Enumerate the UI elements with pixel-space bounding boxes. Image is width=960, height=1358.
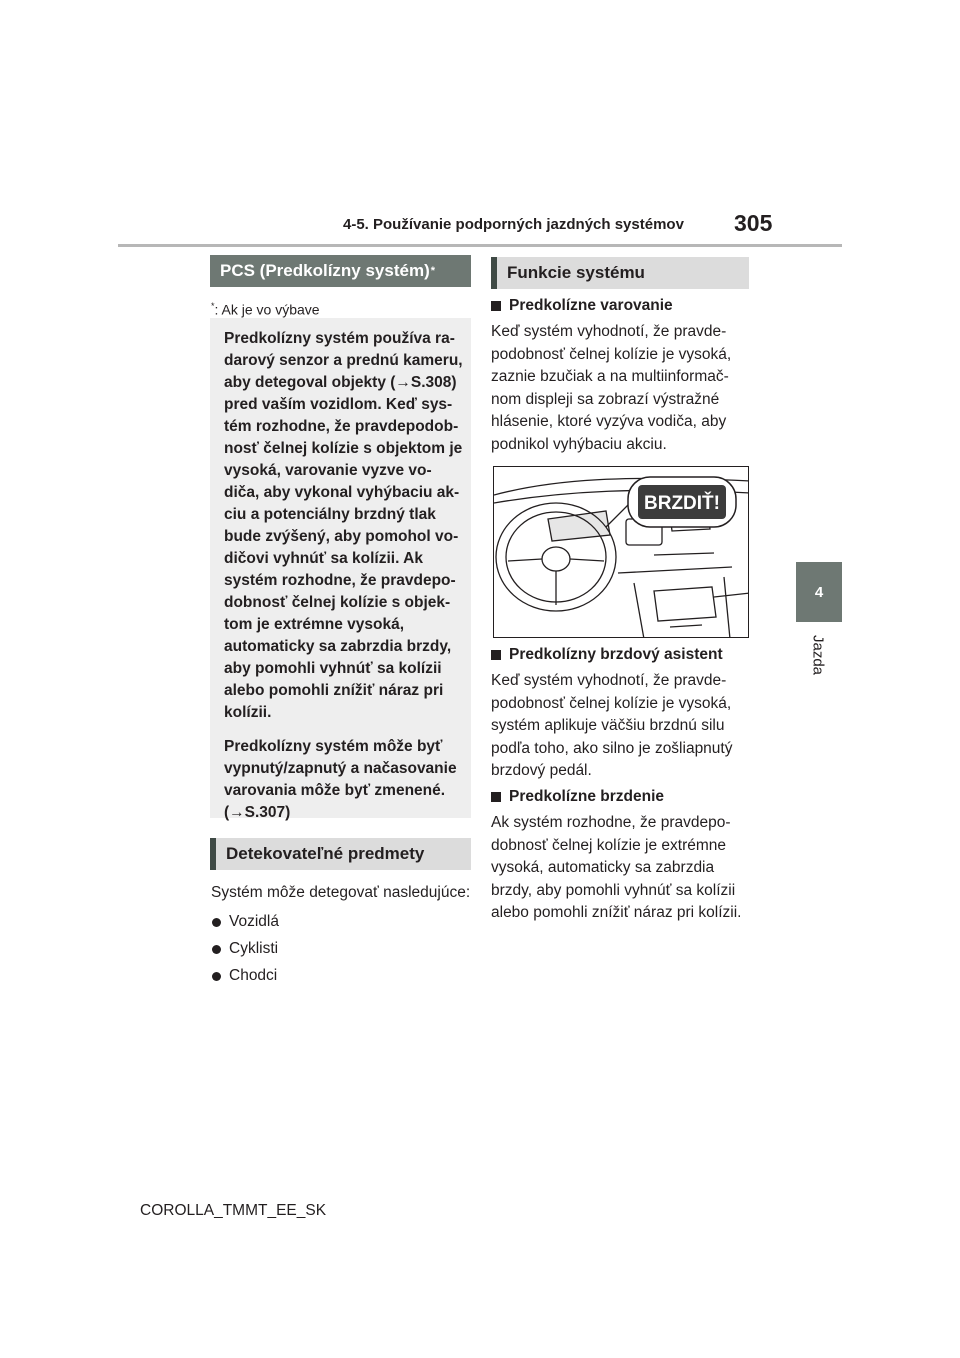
header-divider [118, 244, 842, 247]
intro-paragraph-2: Predkolízny systém môže byť vypnutý/zapnutý a načasovanie varovania môže byť zmenené. (→S.307) [224, 738, 457, 821]
braking-paragraph: Ak systém rozhodne, že pravdepo-dobnosť čelnej kolízie je extrémne vysoká, automaticky sa zabrzdia brzdy, aby pomohli vyhnúť sa kolízii alebo pomohli znížiť náraz pri kolízii. [491, 814, 742, 921]
braking-title: Predkolízne brzdenie [509, 788, 665, 805]
chapter-tab: 4 [796, 562, 842, 622]
list-item [212, 958, 279, 985]
assist-paragraph: Keď systém vyhodnotí, že pravde-podobnosť čelnej kolízie je vysoká, systém aplikuje väčšiu brzdnú silu podľa toho, ako silno je zošliapnutý brzdový pedál. [491, 672, 733, 779]
brake-warning-message: BRZDIŤ! [644, 493, 720, 514]
footnote-mark: * [211, 301, 215, 311]
functions-heading: Funkcie systému [491, 257, 749, 289]
chapter-label-text: Jazda [809, 634, 827, 676]
intro-box [210, 318, 471, 821]
page-number: 305 [734, 210, 773, 236]
bullet-icon [212, 972, 221, 981]
detectable-intro: Systém môže detegovať nasledujúce: [211, 884, 471, 901]
pcs-heading [210, 255, 471, 287]
list-item [212, 904, 279, 931]
list-item-text: Chodci [229, 967, 278, 984]
warning-subheading [491, 297, 673, 315]
warning-paragraph: Keď systém vyhodnotí, že pravde-podobnosť čelnej kolízie je vysoká, zaznie bzučiak a na multiinformač-nom displeji sa zobrazí výstražné hlásenie, ktoré vyzýva vodiča, aby podnikol vyhýbaciu akciu. [491, 323, 732, 453]
detectable-list [212, 904, 279, 985]
warning-title: Predkolízne varovanie [509, 297, 673, 314]
braking-subheading [491, 788, 664, 806]
assist-text [491, 670, 756, 783]
chapter-label [802, 632, 834, 678]
square-bullet-icon [491, 792, 501, 802]
pcs-heading-text: PCS (Predkolízny systém) [220, 261, 430, 280]
footnote [211, 301, 320, 318]
bullet-icon [212, 945, 221, 954]
footnote-text: : Ak je vo výbave [214, 301, 320, 318]
square-bullet-icon [491, 301, 501, 311]
bullet-icon [212, 918, 221, 927]
list-item-text: Vozidlá [229, 913, 279, 930]
assist-title: Predkolízny brzdový asistent [509, 646, 723, 663]
intro-paragraph-1: Predkolízny systém používa ra-darový senzor a prednú kameru, aby detegoval objekty (→S.308) pred vaším vozidlom. Keď sys-tém rozhodne, že pravdepodob-nosť čelnej kolízie s objektom je vysoká, varovanie vyzve vo-diča, aby vykonal vyhýbaciu ak-ciu a potenciálny brzdný tlak bude zvýšený, aby pomohol vo-dičovi vyhnúť sa kolízii. Ak systém rozhodne, že pravdepo-dobnosť čelnej kolízie s objek-tom je extrémne vysoká, automaticky sa zabrzdia brzdy, aby pomohli vyhnúť sa kolízii alebo pomohli znížiť náraz pri kolízii. [224, 330, 463, 721]
list-item [212, 931, 279, 958]
list-item-text: Cyklisti [229, 940, 279, 957]
dashboard-drawing [494, 467, 749, 638]
document-code: COROLLA_TMMT_EE_SK [140, 1202, 327, 1219]
braking-text [491, 812, 756, 925]
pcs-heading-mark: * [430, 265, 436, 277]
square-bullet-icon [491, 650, 501, 660]
warning-text [491, 321, 756, 456]
section-title: 4-5. Používanie podporných jazdných systémov [343, 216, 684, 233]
dashboard-illustration [493, 466, 749, 638]
assist-subheading [491, 646, 723, 664]
detectable-heading: Detekovateľné predmety [210, 838, 471, 870]
